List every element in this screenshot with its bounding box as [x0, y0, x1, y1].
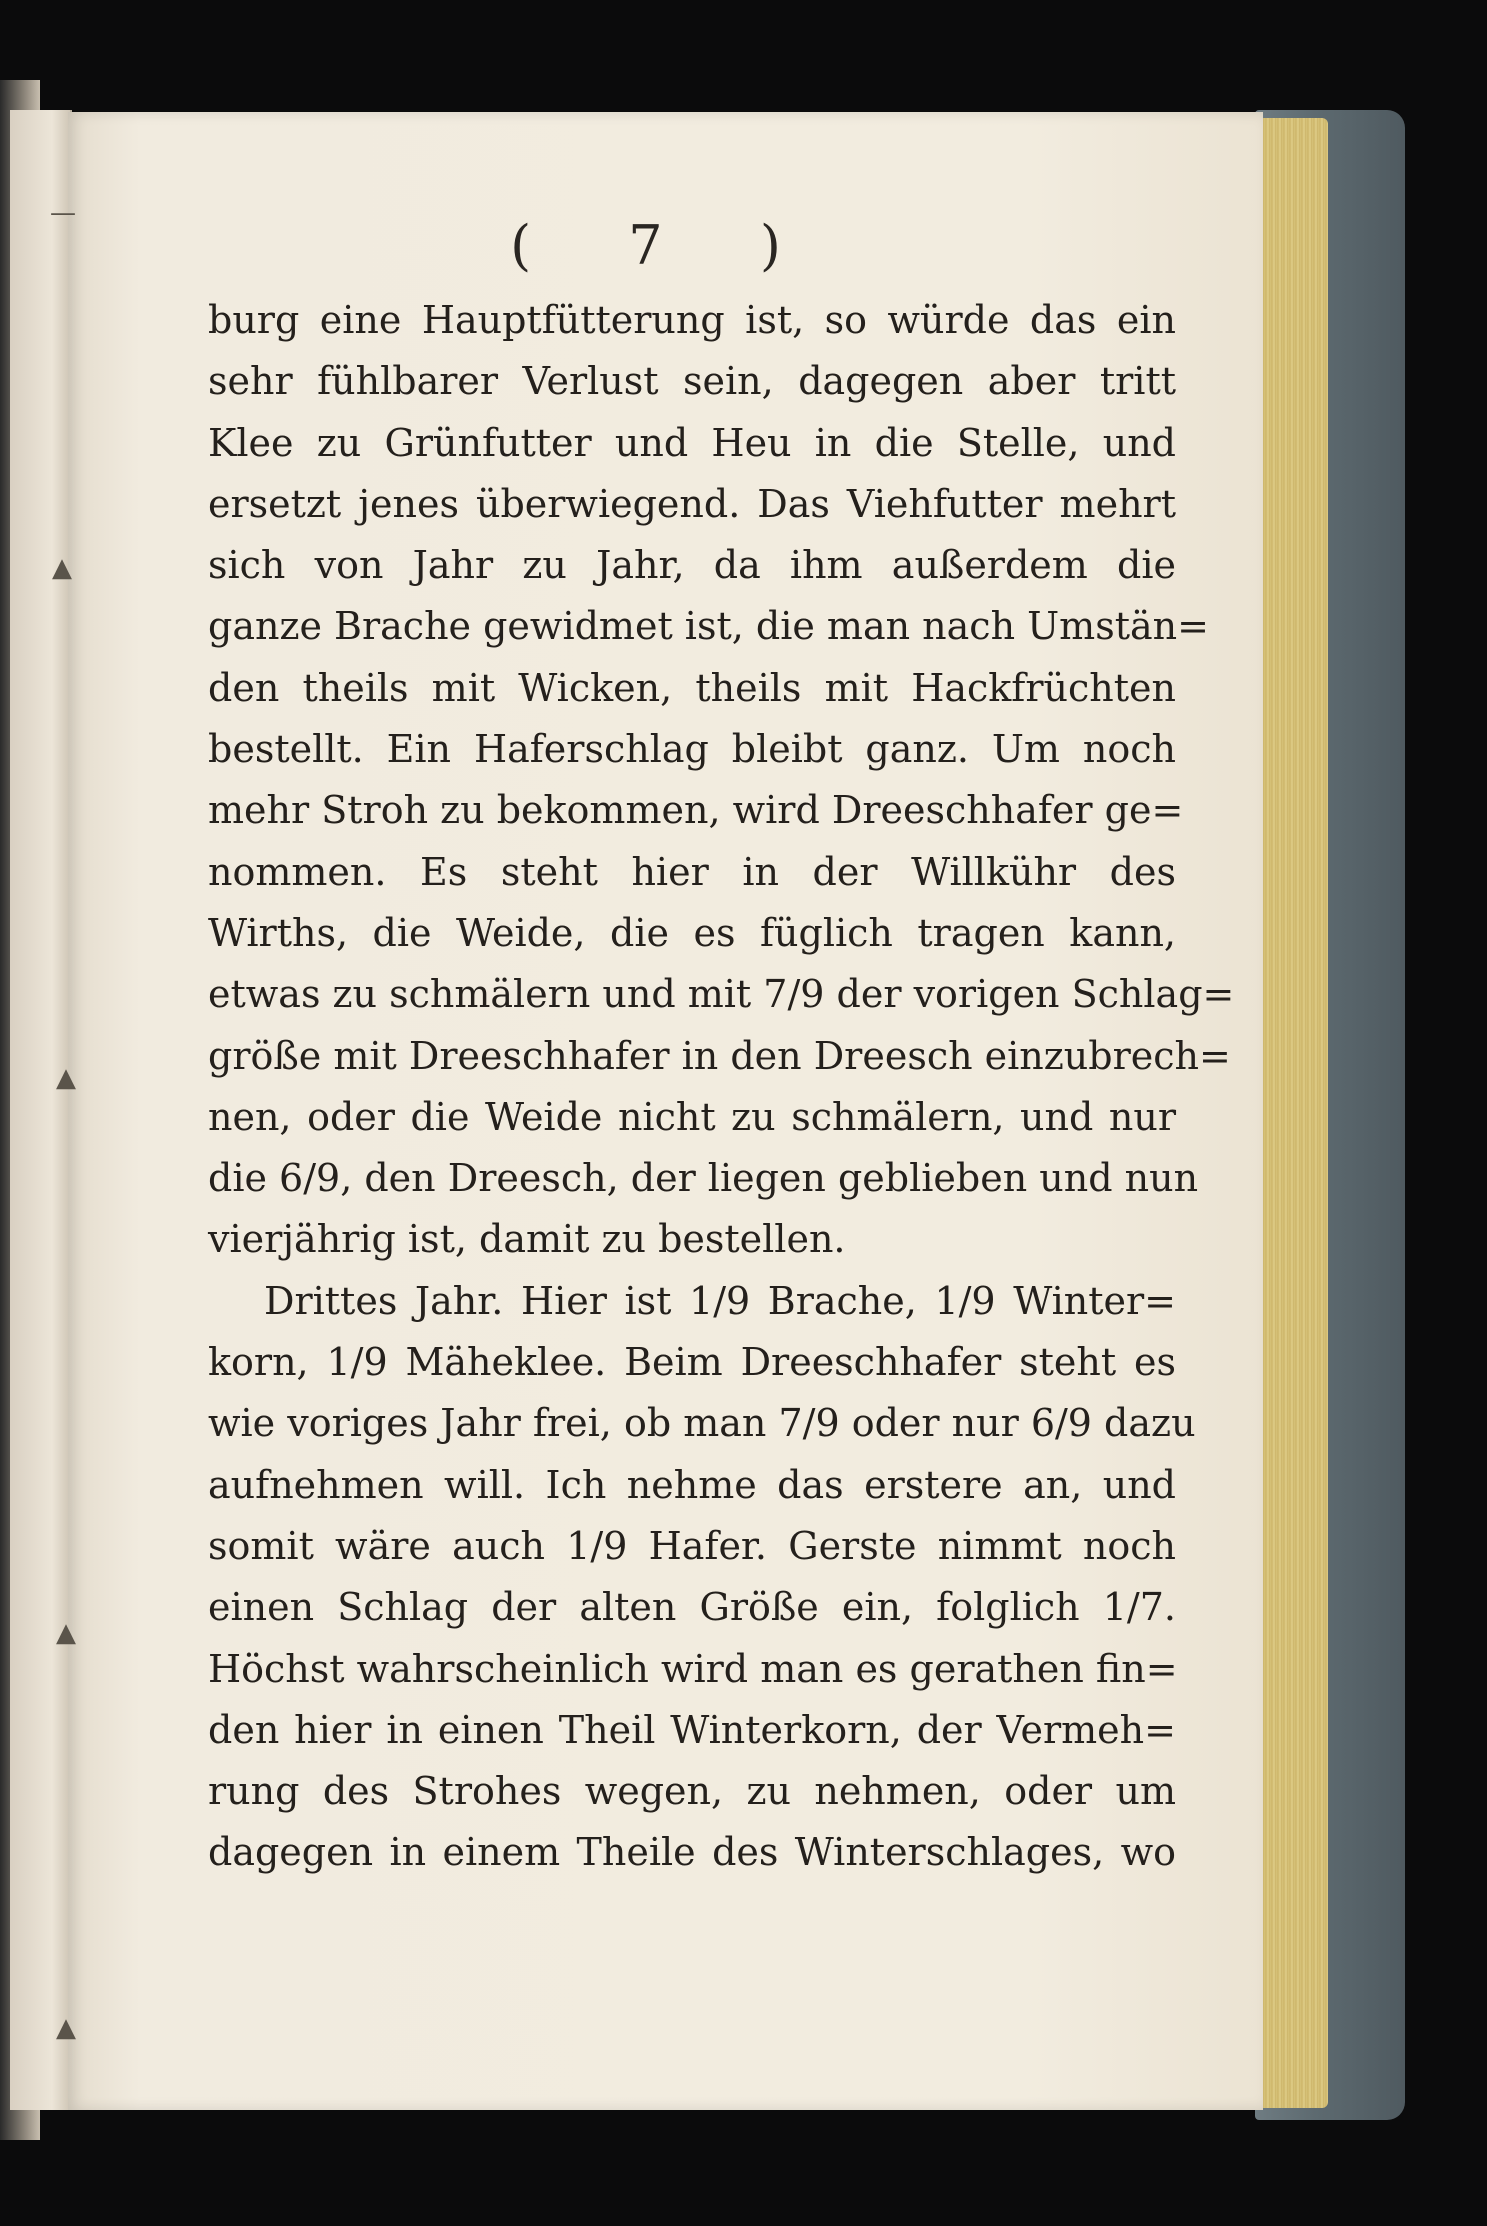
text-line: wie voriges Jahr frei, ob man 7/9 oder nur 6/9 dazu	[208, 1401, 1196, 1446]
text-line: einen Schlag der alten Größe ein, folglich 1/7.	[208, 1585, 1176, 1630]
gilded-page-edges	[1258, 118, 1328, 2108]
text-line: ersetzt jenes überwiegend. Das Viehfutter mehrt	[208, 481, 1176, 526]
text-line: Klee zu Grünfutter und Heu in die Stelle, und	[208, 420, 1176, 465]
text-line: sehr fühlbarer Verlust sein, dagegen aber tritt	[208, 359, 1176, 404]
margin-caret-icon: ▲	[56, 2013, 76, 2043]
book-page	[68, 112, 1263, 2110]
text-line: sich von Jahr zu Jahr, da ihm außerdem die	[208, 543, 1176, 588]
facing-page-edge	[10, 110, 72, 2110]
text-line: rung des Strohes wegen, zu nehmen, oder um	[208, 1769, 1176, 1814]
text-line: größe mit Dreeschhafer in den Dreesch einzubrech=	[208, 1033, 1231, 1078]
text-line: somit wäre auch 1/9 Hafer. Gerste nimmt noch	[208, 1523, 1176, 1568]
margin-caret-icon: ▲	[52, 553, 72, 583]
text-line: Wirths, die Weide, die es füglich tragen kann,	[208, 910, 1176, 955]
text-line: die 6/9, den Dreesch, der liegen geblieben und nun	[208, 1156, 1199, 1201]
text-line: mehr Stroh zu bekommen, wird Dreeschhafer ge=	[208, 788, 1184, 833]
page-number: ( 7 )	[510, 214, 821, 277]
text-line: korn, 1/9 Mäheklee. Beim Dreeschhafer steht es	[208, 1340, 1176, 1385]
text-line: nommen. Es steht hier in der Willkühr des	[208, 849, 1176, 894]
text-line: den theils mit Wicken, theils mit Hackfrüchten	[208, 665, 1176, 710]
text-line: dagegen in einem Theile des Winterschlages, wo	[208, 1830, 1176, 1875]
text-line: nen, oder die Weide nicht zu schmälern, und nur	[208, 1094, 1176, 1139]
text-line: aufnehmen will. Ich nehme das erstere an, und	[208, 1462, 1176, 1507]
text-line: bestellt. Ein Haferschlag bleibt ganz. Um noch	[208, 727, 1176, 772]
text-line: burg eine Hauptfütterung ist, so würde das ein	[208, 298, 1176, 342]
text-line: ganze Brache gewidmet ist, die man nach Umstän=	[208, 604, 1209, 649]
text-line: Drittes Jahr. Hier ist 1/9 Brache, 1/9 Winter=	[264, 1278, 1176, 1323]
text-line: Höchst wahrscheinlich wird man es gerathen fin=	[208, 1646, 1178, 1691]
text-line: vierjährig ist, damit zu bestellen.	[208, 1217, 846, 1262]
margin-caret-icon: ▲	[56, 1618, 76, 1648]
text-line: den hier in einen Theil Winterkorn, der Vermeh=	[208, 1707, 1176, 1752]
page-text	[208, 290, 1235, 1884]
text-line: etwas zu schmälern und mit 7/9 der vorigen Schlag=	[208, 972, 1235, 1017]
margin-caret-icon: ▲	[56, 1063, 76, 1093]
margin-dash-icon: —	[50, 198, 76, 228]
